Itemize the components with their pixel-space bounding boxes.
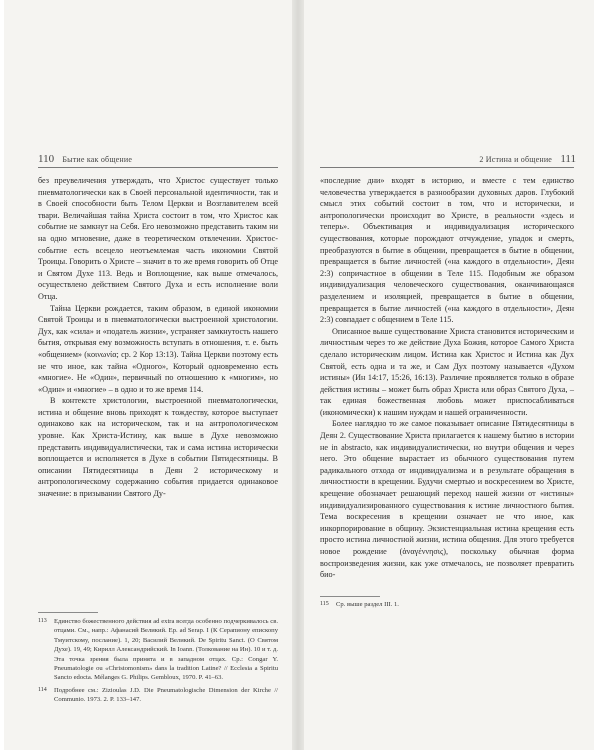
footnote — [320, 600, 574, 609]
left-paragraph-2: Тайна Церкви рождается, таким образом, в единой икономии Святой Троицы и в пневматологически выстроенной христологии. Дух, как «сила» и «податель жизни», устраняет замкнутость нашего бытия, открывая ему возможность вступать в отношения, т. е. быть «общением» (κοινωνία; ср. 2 Кор 13:13). Тайна Церкви поэтому есть не что иное, как тайна «Одного», Который одновременно есть «многие». Не «Один», первичный по отношению к «многим», но «Один» и «многие» – в одно и то же время 114. — [38, 303, 278, 394]
right-header-rule — [320, 167, 574, 168]
footnote — [38, 686, 278, 705]
left-page — [4, 0, 292, 750]
footnote-text: Единство божественного действия ad extra всегда особенно подчеркивалось св. отцами. См., напр.: Афанасий Великий. Ep. ad Serap. I (К Серапиону епископу Тмуитскому, послание). 1, 20; Василий Великий. De Spiritu Sanct. (О Святом Духе). 19, 49; Кирилл Александрийский. In Ioann. (Толкование на Ин). 10 и т. д. Эта точка зрения была принята и в западном отцах. Ср.: Congar Y. Pneumatologie ou «Christomonism» dans la tradition Latine? // Ecclesia a Spiritu Sancto edocta. Mélanges G. Philips. Gembloux, 1970. P. 41–63. — [54, 618, 278, 682]
right-footnotes — [320, 600, 574, 612]
left-footnote-rule — [38, 612, 98, 613]
right-body-text — [320, 175, 574, 581]
footnote-number: 113 — [38, 618, 47, 624]
left-header-rule — [38, 167, 278, 168]
right-page — [304, 0, 594, 750]
right-running-title: 2 Истина и общение — [479, 155, 553, 164]
right-paragraph-3: Более наглядно то же самое показывает описание Пятидесятницы в Деян 2. Существование Христа прилагается к нашему бытию в истории не in abstracto, как индивидуалистически, но внутри общения и через него. Это общение вырастает из обычного существования путем радикального отхода от индивидуализма и в результате обращения в личностности в крещении. Будучи смертью и воскресением во Христе, крещение обозначает решающий переход нашей жизни от «истины» индивидуализированного существования к истине личностного бытия. Тема воскресения в крещении означает не что иное, как инкорпорирование в общину. Экзистенциальная истина крещения есть просто истина личностной жизни, истина общения. Для этого требуется новое рождение (ἀναγέννησις), поскольку обычная форма воспроизведения жизни, как уже отмечалось, не позволяет превратить био- — [320, 419, 574, 580]
right-footnote-rule — [320, 596, 380, 597]
right-paragraph-2: Описанное выше существование Христа становится историческим и личностным через то же действие Духа Божия, которое Самого Христа сделало историческим лицом. Истина как Христос и Истина как Дух Святой, есть одна и та же, и Сам Дух поэтому называется «Духом истины» (Ин 14:17, 15:26, 16:13). Различие проявляется только в образе действия истины – может быть образ Христа или образ Святого Духа, – так единая божественная любовь может приспосабливаться (икономически) к нашим нуждам и нашей ограниченности. — [320, 326, 574, 417]
footnote-text: Подробнее см.: Zizioulas J.D. Die Pneumatologische Dimension der Kirche // Communio. 1973. 2. P. 133–147. — [54, 686, 278, 704]
left-running-title: Бытие как общение — [62, 155, 133, 164]
left-paragraph-1: без преувеличения утверждать, что Христос существует только пневматологически как в Своей персональной идентичности, так и в Своей способности быть Телом Церкви и Возглавителем всей твари. Величайшая тайна Христа состоит в том, что Христос как событие не замкнут на Себя. Его невозможно представить таким ни на одно мгновение, даже в теоретическом отвлечении. Христос-событие есть всецело неотъемлемая часть икономии Святой Троицы. Говорить о Христе – значит в то же время говорить об Отце и Святом Духе 113. Ведь и Воплощение, как выше отмечалось, осуществлено действием Святого Духа и есть исполнение воли Отца. — [38, 176, 278, 301]
right-running-head — [479, 154, 576, 165]
footnote-number: 115 — [320, 601, 329, 607]
footnote — [38, 617, 278, 683]
right-paragraph-1: «последние дни» входят в историю, и вместе с тем единство человечества утверждается в разнообразии духовных даров. Глубокий смысл этих событий состоит в том, что и исторически, и антропологически происходит во Христе, в реальности «здесь и теперь». Объективация и индивидуализация исторического существования, которые порождают отчуждение, упадок и смерть, преобразуются в бытие в общении, превращается в бытие в общении, превращается в бытие личностей («на каждого в отдельности», Деян 2:3) сопричастное в общении в Теле 115. Подобным же образом индивидуализация человеческого существования, оканчивающаяся разделением и изоляцией, превращается в бытие в общении, превращается в бытие личностей («на каждого в отдельности», Деян 2:3) совпадает с общением в Теле 115. — [320, 176, 574, 325]
footnote-text: Ср. выше раздел III. 1. — [336, 601, 399, 608]
left-body-text — [38, 175, 278, 500]
left-paragraph-3: В контексте христологии, выстроенной пневматологически, истина и общение вновь приходят к тождеству, которое выступает одинаково как на историческом, так и на антропологическом уровне. Как Христа-Истину, как выше в Духе невозможно представить индивидуалистически, так и сама истина исторически воплощается и исполняется в Духе в событии Пятидесятницы. В описании Пятидесятницы в Деян 2 историческому и антропологическому содержанию события придается одинаковое значение: в призывании Святого Ду- — [38, 396, 278, 499]
right-page-number: 111 — [560, 153, 576, 165]
footnote-number: 114 — [38, 686, 47, 693]
left-page-number: 110 — [38, 153, 55, 165]
left-running-head — [38, 154, 132, 165]
left-footnotes — [38, 617, 278, 708]
book-gutter — [292, 0, 304, 750]
